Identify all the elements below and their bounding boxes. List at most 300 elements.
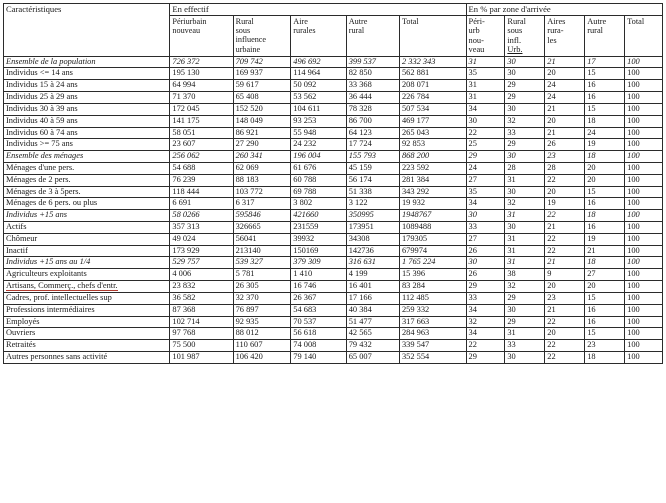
cell-percent: 30 <box>505 103 545 115</box>
group-header-percent: En % par zone d'arrivée <box>466 4 662 16</box>
cell-percent: 34 <box>466 328 505 340</box>
cell-count: 65 007 <box>346 351 399 363</box>
cell-percent: 16 <box>585 222 625 234</box>
cell-count: 70 537 <box>291 316 346 328</box>
cell-count: 172 045 <box>170 103 233 115</box>
cell-percent: 22 <box>545 316 585 328</box>
row-label: Professions intermédiaires <box>4 304 170 316</box>
table-row <box>4 68 663 80</box>
cell-percent: 26 <box>545 139 585 151</box>
cell-percent: 15 <box>585 103 625 115</box>
cell-count: 231559 <box>291 222 346 234</box>
row-label: Individus 60 à 74 ans <box>4 127 170 139</box>
cell-count: 92 853 <box>399 139 466 151</box>
col-head-line1: Rural <box>507 17 526 27</box>
cell-percent: 18 <box>585 351 625 363</box>
cell-percent: 100 <box>625 269 663 281</box>
cell-count: 343 292 <box>399 186 466 198</box>
cell-percent: 100 <box>625 92 663 104</box>
column-header-periurbain-nouveau <box>170 16 233 57</box>
cell-percent: 16 <box>585 304 625 316</box>
table-row <box>4 292 663 304</box>
cell-count: 23 832 <box>170 281 233 293</box>
table-row <box>4 56 663 68</box>
cell-count: 106 420 <box>233 351 291 363</box>
cell-count: 16 746 <box>291 281 346 293</box>
cell-percent: 29 <box>466 281 505 293</box>
cell-percent: 18 <box>585 257 625 269</box>
cell-count: 259 332 <box>399 304 466 316</box>
cell-count: 226 784 <box>399 92 466 104</box>
cell-percent: 29 <box>466 151 505 163</box>
cell-percent: 100 <box>625 56 663 68</box>
cell-count: 114 964 <box>291 68 346 80</box>
cell-count: 56 618 <box>291 328 346 340</box>
cell-percent: 22 <box>545 245 585 257</box>
cell-percent: 23 <box>545 292 585 304</box>
cell-percent: 100 <box>625 340 663 352</box>
row-label: Autres personnes sans activité <box>4 351 170 363</box>
col-head-line4: veau <box>468 45 485 55</box>
cell-percent: 21 <box>545 56 585 68</box>
row-label: Actifs <box>4 222 170 234</box>
cell-percent: 16 <box>585 316 625 328</box>
row-label: Individus 30 à 39 ans <box>4 103 170 115</box>
cell-percent: 24 <box>585 127 625 139</box>
cell-percent: 100 <box>625 162 663 174</box>
cell-percent: 32 <box>505 115 545 127</box>
cell-percent: 18 <box>585 115 625 127</box>
cell-count: 75 500 <box>170 340 233 352</box>
cell-percent: 100 <box>625 80 663 92</box>
cell-count: 196 004 <box>291 151 346 163</box>
column-header-pct-total <box>625 16 663 57</box>
row-label: Inactif <box>4 245 170 257</box>
cell-count: 595846 <box>233 210 291 222</box>
cell-percent: 100 <box>625 210 663 222</box>
cell-percent: 22 <box>545 351 585 363</box>
row-label: Ouvriers <box>4 328 170 340</box>
cell-count: 399 537 <box>346 56 399 68</box>
cell-percent: 100 <box>625 151 663 163</box>
cell-percent: 30 <box>505 222 545 234</box>
cell-percent: 31 <box>466 56 505 68</box>
cell-count: 82 850 <box>346 68 399 80</box>
cell-percent: 28 <box>545 162 585 174</box>
cell-percent: 31 <box>505 245 545 257</box>
cell-count: 60 788 <box>291 174 346 186</box>
cell-count: 496 692 <box>291 56 346 68</box>
col-head-line2: nouveau <box>172 26 201 36</box>
cell-percent: 27 <box>466 233 505 245</box>
table-row <box>4 174 663 186</box>
cell-count: 88 183 <box>233 174 291 186</box>
cell-percent: 34 <box>466 198 505 210</box>
table-row <box>4 92 663 104</box>
cell-count: 45 159 <box>346 162 399 174</box>
cell-count: 93 253 <box>291 115 346 127</box>
col-head-line3: les <box>547 35 557 45</box>
cell-count: 53 562 <box>291 92 346 104</box>
cell-count: 23 607 <box>170 139 233 151</box>
row-label: Ménages de 3 à 5pers. <box>4 186 170 198</box>
cell-percent: 33 <box>466 222 505 234</box>
cell-percent: 100 <box>625 233 663 245</box>
cell-count: 83 284 <box>399 281 466 293</box>
cell-count: 469 177 <box>399 115 466 127</box>
cell-count: 150169 <box>291 245 346 257</box>
cell-percent: 29 <box>505 92 545 104</box>
cell-percent: 33 <box>466 292 505 304</box>
cell-count: 173951 <box>346 222 399 234</box>
cell-percent: 16 <box>585 80 625 92</box>
cell-percent: 24 <box>466 162 505 174</box>
cell-count: 103 772 <box>233 186 291 198</box>
cell-count: 357 313 <box>170 222 233 234</box>
cell-count: 101 987 <box>170 351 233 363</box>
cell-count: 709 742 <box>233 56 291 68</box>
table-row <box>4 233 663 245</box>
cell-count: 1 410 <box>291 269 346 281</box>
cell-count: 1089488 <box>399 222 466 234</box>
cell-percent: 30 <box>466 210 505 222</box>
col-head-line2: sous <box>235 26 251 36</box>
cell-percent: 18 <box>585 151 625 163</box>
col-head-line2: rural <box>348 26 365 36</box>
cell-percent: 16 <box>585 198 625 210</box>
cell-count: 155 793 <box>346 151 399 163</box>
cell-count: 208 071 <box>399 80 466 92</box>
cell-count: 64 994 <box>170 80 233 92</box>
cell-count: 3 122 <box>346 198 399 210</box>
row-label: Individus 25 à 29 ans <box>4 92 170 104</box>
cell-percent: 32 <box>505 281 545 293</box>
cell-percent: 32 <box>466 316 505 328</box>
cell-percent: 20 <box>545 281 585 293</box>
cell-percent: 22 <box>545 340 585 352</box>
col-head-line4: Urb. <box>507 45 523 55</box>
cell-percent: 100 <box>625 245 663 257</box>
cell-percent: 100 <box>625 198 663 210</box>
table-row <box>4 210 663 222</box>
cell-count: 71 370 <box>170 92 233 104</box>
cell-percent: 20 <box>545 186 585 198</box>
cell-count: 55 948 <box>291 127 346 139</box>
cell-count: 92 935 <box>233 316 291 328</box>
table-row <box>4 328 663 340</box>
cell-count: 179305 <box>399 233 466 245</box>
table-row <box>4 304 663 316</box>
cell-percent: 19 <box>585 139 625 151</box>
cell-count: 421660 <box>291 210 346 222</box>
cell-percent: 100 <box>625 257 663 269</box>
cell-percent: 21 <box>585 245 625 257</box>
table-header <box>4 4 663 57</box>
cell-count: 529 757 <box>170 257 233 269</box>
cell-count: 110 607 <box>233 340 291 352</box>
col-head-line3: infl. <box>507 35 522 45</box>
table-row <box>4 186 663 198</box>
col-head-line1: Total <box>627 17 645 27</box>
row-label: Individus 15 à 24 ans <box>4 80 170 92</box>
cell-percent: 100 <box>625 292 663 304</box>
cell-percent: 21 <box>545 257 585 269</box>
cell-count: 1 765 224 <box>399 257 466 269</box>
cell-percent: 21 <box>545 103 585 115</box>
cell-count: 34308 <box>346 233 399 245</box>
cell-percent: 22 <box>545 233 585 245</box>
cell-count: 379 309 <box>291 257 346 269</box>
col-head-line3: nou- <box>468 35 484 45</box>
cell-count: 26 367 <box>291 292 346 304</box>
table-row <box>4 139 663 151</box>
row-label: Ménages d'une pers. <box>4 162 170 174</box>
cell-percent: 100 <box>625 68 663 80</box>
cell-count: 76 239 <box>170 174 233 186</box>
cell-count: 86 700 <box>346 115 399 127</box>
table-row <box>4 245 663 257</box>
cell-percent: 15 <box>585 186 625 198</box>
table-row <box>4 257 663 269</box>
cell-percent: 30 <box>466 115 505 127</box>
cell-percent: 27 <box>466 174 505 186</box>
cell-count: 102 714 <box>170 316 233 328</box>
row-header-label: Caractéristiques <box>4 4 170 57</box>
cell-count: 148 049 <box>233 115 291 127</box>
col-head-line1: Autre <box>587 17 607 27</box>
cell-percent: 22 <box>545 174 585 186</box>
cell-percent: 100 <box>625 115 663 127</box>
cell-count: 868 200 <box>399 151 466 163</box>
cell-percent: 20 <box>585 174 625 186</box>
cell-percent: 100 <box>625 351 663 363</box>
cell-count: 74 008 <box>291 340 346 352</box>
cell-count: 58 0266 <box>170 210 233 222</box>
cell-count: 169 937 <box>233 68 291 80</box>
cell-count: 679974 <box>399 245 466 257</box>
cell-count: 36 582 <box>170 292 233 304</box>
cell-percent: 20 <box>545 68 585 80</box>
cell-percent: 29 <box>505 292 545 304</box>
col-head-line1: Rural <box>235 17 254 27</box>
col-head-line2: rural <box>587 26 604 36</box>
cell-count: 87 368 <box>170 304 233 316</box>
cell-percent: 15 <box>585 292 625 304</box>
row-label: Employés <box>4 316 170 328</box>
cell-count: 350995 <box>346 210 399 222</box>
row-label: Individus +15 ans <box>4 210 170 222</box>
cell-count: 2 332 343 <box>399 56 466 68</box>
table-row <box>4 151 663 163</box>
col-head-line2: rura- <box>547 26 564 36</box>
cell-count: 61 676 <box>291 162 346 174</box>
row-label: Ensemble de la population <box>4 56 170 68</box>
cell-count: 42 565 <box>346 328 399 340</box>
column-header-autre-rural <box>346 16 399 57</box>
table-row <box>4 115 663 127</box>
cell-percent: 29 <box>466 351 505 363</box>
cell-count: 58 051 <box>170 127 233 139</box>
cell-count: 141 175 <box>170 115 233 127</box>
cell-count: 265 043 <box>399 127 466 139</box>
cell-count: 51 338 <box>346 186 399 198</box>
statistics-table <box>3 3 663 364</box>
cell-percent: 100 <box>625 127 663 139</box>
row-label: Cadres, prof. intellectuelles sup <box>4 292 170 304</box>
cell-percent: 30 <box>505 151 545 163</box>
table-body <box>4 56 663 363</box>
cell-count: 50 092 <box>291 80 346 92</box>
col-head-line1: Aire <box>293 17 308 27</box>
cell-count: 33 368 <box>346 80 399 92</box>
cell-count: 24 232 <box>291 139 346 151</box>
cell-percent: 26 <box>466 245 505 257</box>
cell-count: 3 802 <box>291 198 346 210</box>
cell-count: 36 444 <box>346 92 399 104</box>
cell-percent: 22 <box>466 127 505 139</box>
cell-percent: 32 <box>505 198 545 210</box>
col-head-line3: influence <box>235 35 267 45</box>
cell-count: 223 592 <box>399 162 466 174</box>
col-head-line2: sous <box>507 26 523 36</box>
cell-count: 76 897 <box>233 304 291 316</box>
cell-percent: 20 <box>585 162 625 174</box>
col-head-line1: Autre <box>348 17 368 27</box>
cell-percent: 21 <box>545 222 585 234</box>
cell-count: 69 788 <box>291 186 346 198</box>
cell-percent: 35 <box>466 68 505 80</box>
table-row <box>4 80 663 92</box>
cell-percent: 100 <box>625 186 663 198</box>
cell-percent: 16 <box>585 92 625 104</box>
cell-count: 79 140 <box>291 351 346 363</box>
cell-count: 1948767 <box>399 210 466 222</box>
row-label: Individus +15 ans au 1/4 <box>4 257 170 269</box>
row-label: Ménages de 6 pers. ou plus <box>4 198 170 210</box>
header-group-row <box>4 4 663 16</box>
cell-count: 507 534 <box>399 103 466 115</box>
table-row <box>4 127 663 139</box>
cell-count: 4 199 <box>346 269 399 281</box>
cell-percent: 31 <box>505 233 545 245</box>
cell-count: 539 327 <box>233 257 291 269</box>
cell-percent: 19 <box>545 198 585 210</box>
cell-percent: 20 <box>545 115 585 127</box>
cell-percent: 30 <box>466 257 505 269</box>
cell-percent: 31 <box>505 257 545 269</box>
cell-count: 6 691 <box>170 198 233 210</box>
table-row <box>4 281 663 293</box>
table-row <box>4 162 663 174</box>
col-head-line1: Péri- <box>468 17 485 27</box>
cell-count: 152 520 <box>233 103 291 115</box>
cell-count: 326665 <box>233 222 291 234</box>
table-row <box>4 351 663 363</box>
cell-count: 316 631 <box>346 257 399 269</box>
cell-percent: 21 <box>545 127 585 139</box>
cell-count: 213140 <box>233 245 291 257</box>
cell-percent: 26 <box>466 269 505 281</box>
cell-count: 40 384 <box>346 304 399 316</box>
cell-count: 54 688 <box>170 162 233 174</box>
cell-count: 27 290 <box>233 139 291 151</box>
cell-percent: 30 <box>505 68 545 80</box>
cell-percent: 19 <box>585 233 625 245</box>
column-header-total <box>399 16 466 57</box>
row-label: Individus >= 75 ans <box>4 139 170 151</box>
cell-percent: 100 <box>625 328 663 340</box>
cell-count: 54 683 <box>291 304 346 316</box>
row-label <box>4 281 170 293</box>
cell-count: 56041 <box>233 233 291 245</box>
cell-percent: 30 <box>505 304 545 316</box>
cell-percent: 28 <box>505 162 545 174</box>
cell-percent: 20 <box>585 281 625 293</box>
row-label: Agriculteurs exploitants <box>4 269 170 281</box>
cell-percent: 33 <box>505 127 545 139</box>
table-row <box>4 269 663 281</box>
cell-percent: 22 <box>466 340 505 352</box>
cell-count: 88 012 <box>233 328 291 340</box>
cell-percent: 31 <box>505 328 545 340</box>
col-head-line2: rurales <box>293 26 316 36</box>
column-header-pct-rural-sous-infl-urb <box>505 16 545 57</box>
cell-count: 39932 <box>291 233 346 245</box>
cell-percent: 22 <box>545 210 585 222</box>
cell-count: 17 166 <box>346 292 399 304</box>
row-label: Ménages de 2 pers. <box>4 174 170 186</box>
cell-percent: 23 <box>545 151 585 163</box>
cell-percent: 34 <box>466 103 505 115</box>
cell-percent: 29 <box>505 316 545 328</box>
cell-count: 62 069 <box>233 162 291 174</box>
cell-count: 26 305 <box>233 281 291 293</box>
cell-percent: 30 <box>505 186 545 198</box>
cell-count: 4 006 <box>170 269 233 281</box>
column-header-rural-sous-influence-urbaine <box>233 16 291 57</box>
cell-count: 59 617 <box>233 80 291 92</box>
cell-count: 56 174 <box>346 174 399 186</box>
column-header-pct-periurbain-nouveau <box>466 16 505 57</box>
col-head-line1: Périurbain <box>172 17 207 27</box>
cell-percent: 25 <box>466 139 505 151</box>
cell-percent: 29 <box>505 80 545 92</box>
cell-count: 6 317 <box>233 198 291 210</box>
cell-percent: 15 <box>585 328 625 340</box>
cell-percent: 31 <box>466 80 505 92</box>
cell-count: 352 554 <box>399 351 466 363</box>
row-label: Retraités <box>4 340 170 352</box>
cell-percent: 17 <box>585 56 625 68</box>
col-head-line1: Total <box>401 17 419 27</box>
cell-percent: 31 <box>466 92 505 104</box>
cell-count: 49 024 <box>170 233 233 245</box>
table-row <box>4 316 663 328</box>
cell-percent: 24 <box>545 80 585 92</box>
cell-percent: 100 <box>625 139 663 151</box>
cell-percent: 24 <box>545 92 585 104</box>
cell-count: 142736 <box>346 245 399 257</box>
cell-count: 51 477 <box>346 316 399 328</box>
cell-count: 19 932 <box>399 198 466 210</box>
cell-count: 317 663 <box>399 316 466 328</box>
cell-percent: 38 <box>505 269 545 281</box>
cell-percent: 100 <box>625 222 663 234</box>
cell-count: 86 921 <box>233 127 291 139</box>
cell-count: 284 963 <box>399 328 466 340</box>
cell-percent: 20 <box>545 328 585 340</box>
cell-count: 281 384 <box>399 174 466 186</box>
